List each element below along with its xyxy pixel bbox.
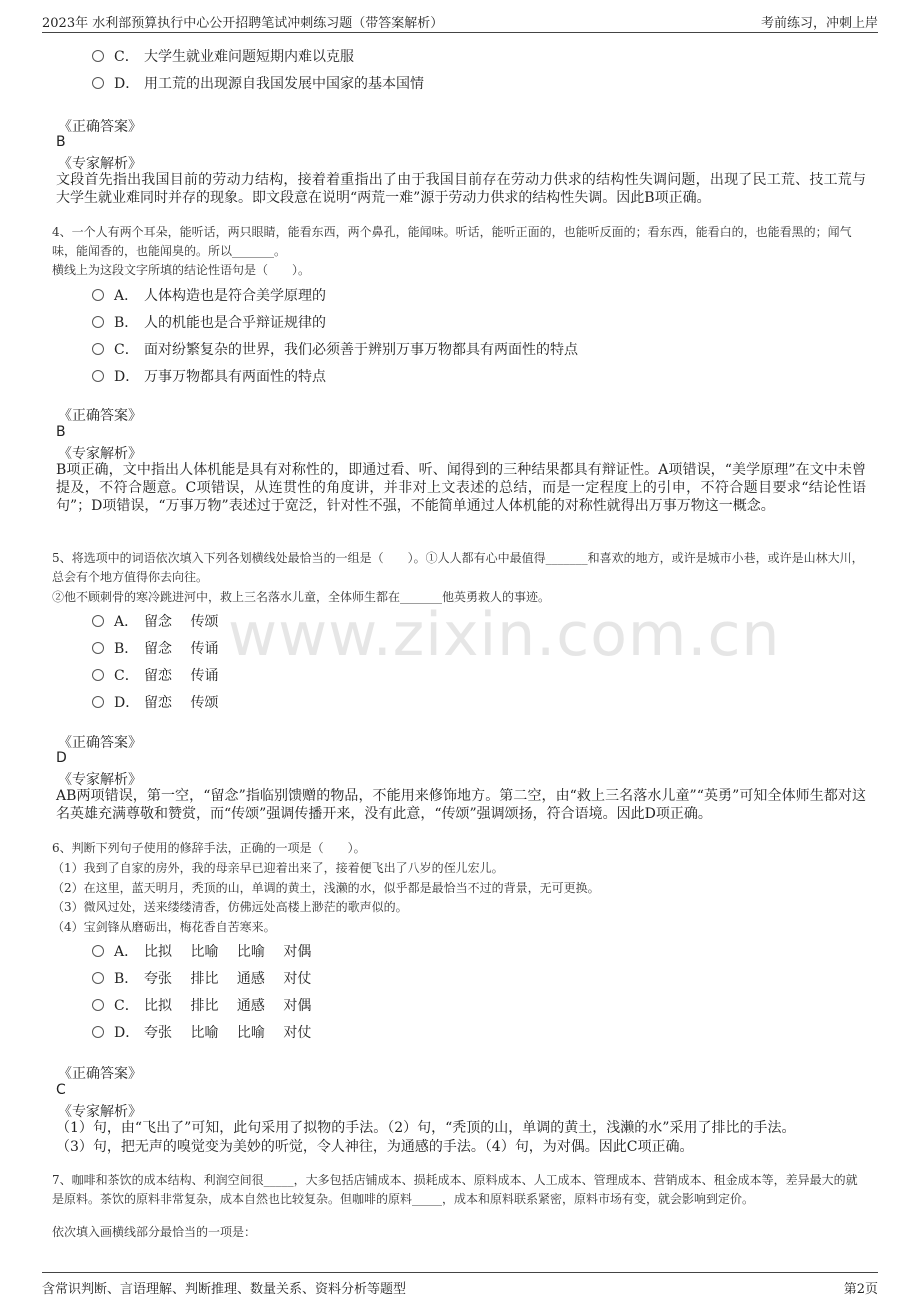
radio-icon[interactable] [92, 343, 104, 355]
option-letter: B． [114, 641, 139, 657]
q5-answer: D [56, 750, 67, 766]
option-letter: A． [114, 614, 139, 630]
q6-option-b[interactable] [92, 968, 311, 990]
radio-icon[interactable] [92, 370, 104, 382]
radio-icon[interactable] [92, 669, 104, 681]
option-letter: B． [114, 971, 139, 987]
q6-analysis-line-1: （1）句，由“飞出了”可知，此句采用了拟物的手法。（2）句，“秃顶的山，单调的黄土，浅濑的水”采用了排比的手法。 [56, 1120, 796, 1136]
document-title: 2023年 水利部预算执行中心公开招聘笔试冲刺练习题（带答案解析） [42, 16, 444, 31]
page-number: 第2页 [843, 1282, 878, 1297]
q6-option-c[interactable] [92, 995, 311, 1017]
option-text: 比拟 排比 通感 对偶 [144, 998, 312, 1014]
q5-option-b[interactable] [92, 638, 218, 660]
q5-analysis: AB两项错误，第一空，“留念”指临别馈赠的物品，不能用来修饰地方。第二空，由“救上三名落水儿童”“英勇”可知全体师生都对这名英雄充满尊敬和赞赏，而“传颂”强调传播开来，没有此意，“传颂”强调颂扬，符合语境。因此D项正确。 [56, 788, 866, 822]
option-text: 留念 传颂 [144, 614, 219, 630]
option-letter: A． [114, 944, 139, 960]
q4-option-c[interactable] [92, 339, 578, 361]
q6-answer: C [56, 1082, 66, 1098]
q6-option-d[interactable] [92, 1022, 311, 1044]
option-text: 用工荒的出现源自我国发展中国家的基本国情 [144, 76, 424, 92]
q3-analysis: 文段首先指出我国目前的劳动力结构，接着着重指出了由于我国目前存在劳动力供求的结构性失调问题，出现了民工荒、技工荒与大学生就业难同时并存的现象。即文段意在说明“两荒一难”源于劳动力供求的结构性失调。因此B项正确。 [56, 172, 866, 206]
q7-prompt: 依次填入画横线部分最恰当的一项是： [52, 1225, 257, 1239]
option-letter: A． [114, 288, 139, 304]
q6-stem: 6、判断下列句子使用的修辞手法，正确的一项是（ ）。 [52, 841, 366, 855]
q6-analysis-label: 《专家解析》 [58, 1104, 142, 1120]
q6-answer-label: 《正确答案》 [58, 1066, 142, 1082]
radio-icon[interactable] [92, 999, 104, 1011]
q5-sentence-2: ②他不顾刺骨的寒冷跳进河中，救上三名落水儿童，全体师生都在_______他英勇救人的事迹。 [52, 590, 551, 604]
q4-answer: B [56, 424, 66, 440]
q4-analysis: B项正确，文中指出人体机能是具有对称性的，即通过看、听、闻得到的三种结果都具有辩证性。A项错误，“美学原理”在文中未曾提及，不符合题意。C项错误，从连贯性的角度讲，并非对上文表述的总结，而是一定程度上的引申，不符合题目要求“结论性语句”；D项错误，“万事万物”表述过于宽泛，针对性不强，不能简单通过人体机能的对称性就得出万事万物这一概念。 [56, 462, 866, 514]
option-text: 夸张 比喻 比喻 对仗 [144, 1025, 312, 1041]
option-text: 万事万物都具有两面性的特点 [144, 369, 326, 385]
option-letter: D． [114, 76, 140, 92]
option-text: 留恋 传颂 [144, 695, 219, 711]
radio-icon[interactable] [92, 642, 104, 654]
q6-item-3: （3）微风过处，送来缕缕清香，仿佛远处高楼上渺茫的歌声似的。 [52, 900, 408, 914]
header-slogan: 考前练习，冲刺上岸 [760, 16, 878, 31]
q3-option-c[interactable] [92, 46, 354, 68]
radio-icon[interactable] [92, 972, 104, 984]
q3-answer-label: 《正确答案》 [58, 119, 142, 135]
q6-item-2: （2）在这里，蓝天明月，秃顶的山，单调的黄土，浅濑的水，似乎都是最恰当不过的背景，无可更换。 [52, 881, 600, 895]
page-header [42, 10, 878, 33]
option-text: 留恋 传诵 [144, 668, 219, 684]
q4-option-a[interactable] [92, 285, 326, 307]
option-letter: C． [114, 998, 139, 1014]
q6-item-4: （4）宝剑锋从磨砺出，梅花香自苦寒来。 [52, 920, 276, 934]
q5-answer-label: 《正确答案》 [58, 735, 142, 751]
option-text: 面对纷繁复杂的世界，我们必须善于辨别万事万物都具有两面性的特点 [144, 342, 578, 358]
q3-option-d[interactable] [92, 73, 424, 95]
option-text: 人的机能也是合乎辩证规律的 [144, 315, 326, 331]
option-text: 留念 传诵 [144, 641, 219, 657]
q5-option-a[interactable] [92, 611, 218, 633]
option-letter: C． [114, 342, 139, 358]
radio-icon[interactable] [92, 1026, 104, 1038]
option-letter: C． [114, 49, 139, 65]
q5-stem: 5、将选项中的词语依次填入下列各划横线处最恰当的一组是（ ）。①人人都有心中最值得_______和喜欢的地方，或许是城市小巷，或许是山林大川，总会有个地方值得你去向往。 [52, 551, 864, 584]
page-footer [42, 1272, 878, 1297]
radio-icon[interactable] [92, 50, 104, 62]
q4-answer-label: 《正确答案》 [58, 408, 142, 424]
q7-stem: 7、咖啡和茶饮的成本结构、利润空间很_____，大多包括店铺成本、损耗成本、原料成本、人工成本、管理成本、营销成本、租金成本等，差异最大的就是原料。茶饮的原料非常复杂，成本自然也比较复杂。但咖啡的原料_____，成本和原料联系紧密，原料市场有变，就会影响到定价。 [52, 1173, 858, 1206]
radio-icon[interactable] [92, 316, 104, 328]
q4-question: 横线上为这段文字所填的结论性语句是（ ）。 [52, 263, 311, 277]
q6-analysis-line-2: （3）句，把无声的嗅觉变为美妙的听觉，令人神往，为通感的手法。（4）句，为对偶。因此C项正确。 [56, 1139, 694, 1155]
option-letter: D． [114, 369, 140, 385]
q5-option-c[interactable] [92, 665, 218, 687]
q4-analysis-label: 《专家解析》 [58, 446, 142, 462]
q3-analysis-label: 《专家解析》 [58, 156, 142, 172]
q4-option-d[interactable] [92, 366, 326, 388]
watermark: www.zixin.com.cn [228, 600, 781, 670]
option-letter: B． [114, 315, 139, 331]
option-letter: D． [114, 695, 140, 711]
option-text: 大学生就业难问题短期内难以克服 [144, 49, 354, 65]
q4-stem: 4、一个人有两个耳朵，能听话，两只眼睛，能看东西，两个鼻孔，能闻味。听话，能听正面的，也能听反面的；看东西，能看白的，也能看黑的；闻气味，能闻香的，也能闻臭的。所以_______。 [52, 225, 852, 258]
radio-icon[interactable] [92, 289, 104, 301]
option-letter: C． [114, 668, 139, 684]
footer-topics: 含常识判断、言语理解、判断推理、数量关系、资料分析等题型 [42, 1282, 407, 1297]
option-text: 人体构造也是符合美学原理的 [144, 288, 326, 304]
option-letter: D． [114, 1025, 140, 1041]
option-text: 比拟 比喻 比喻 对偶 [144, 944, 312, 960]
q6-option-a[interactable] [92, 941, 311, 963]
q4-option-b[interactable] [92, 312, 326, 334]
radio-icon[interactable] [92, 696, 104, 708]
q6-item-1: （1）我到了自家的房外，我的母亲早已迎着出来了，接着便飞出了八岁的侄儿宏儿。 [52, 861, 504, 875]
radio-icon[interactable] [92, 77, 104, 89]
radio-icon[interactable] [92, 945, 104, 957]
q5-analysis-label: 《专家解析》 [58, 772, 142, 788]
q5-option-d[interactable] [92, 692, 218, 714]
q3-answer: B [56, 134, 66, 150]
option-text: 夸张 排比 通感 对仗 [144, 971, 312, 987]
radio-icon[interactable] [92, 615, 104, 627]
